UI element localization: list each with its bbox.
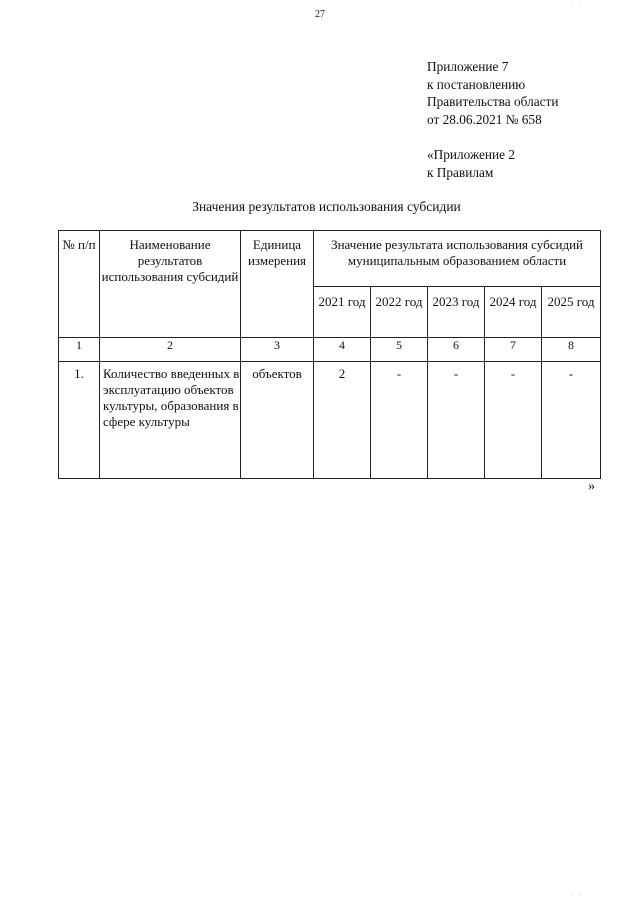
scan-artifact-bottom: , ,	[572, 891, 583, 897]
header-unit: Единица измерения	[241, 231, 314, 338]
column-number-row	[59, 338, 601, 362]
table-row	[59, 362, 601, 479]
appendix-block	[427, 58, 558, 181]
column-number: 4	[314, 338, 371, 362]
column-number: 5	[371, 338, 428, 362]
scan-artifact-top: , ,	[572, 0, 583, 6]
closing-quote: »	[588, 479, 595, 494]
results-table	[58, 230, 601, 479]
header-year: 2023 год	[428, 287, 485, 338]
appendix-line: к Правилам	[427, 164, 494, 180]
row-value: 2	[314, 362, 371, 479]
appendix-line: Приложение 7	[427, 59, 509, 74]
header-name: Наименование результатов использования субсидий	[100, 231, 241, 338]
appendix-line: к постановлению	[427, 76, 526, 92]
column-number: 8	[542, 338, 601, 362]
row-value: -	[428, 362, 485, 479]
row-unit: объектов	[241, 362, 314, 479]
row-name: Количество введенных в эксплуатацию объектов культуры, образования в сфере культуры	[100, 362, 241, 479]
appendix-line: от 28.06.2021 № 658	[427, 111, 542, 127]
column-number: 7	[485, 338, 542, 362]
column-number: 3	[241, 338, 314, 362]
column-number: 1	[59, 338, 100, 362]
header-number: № п/п	[59, 231, 100, 338]
row-value: -	[542, 362, 601, 479]
appendix-line: «Приложение 2	[427, 147, 515, 162]
document-title: Значения результатов использования субсидии	[192, 199, 461, 214]
page-number: 27	[315, 9, 325, 20]
header-value: Значение результата использования субсидий муниципальным образованием области	[314, 231, 601, 287]
column-number: 2	[100, 338, 241, 362]
appendix-line: Правительства области	[427, 94, 559, 109]
header-year: 2022 год	[371, 287, 428, 338]
row-number: 1.	[59, 362, 100, 479]
column-number: 6	[428, 338, 485, 362]
row-value: -	[371, 362, 428, 479]
header-year: 2021 год	[314, 287, 371, 338]
header-year: 2025 год	[542, 287, 601, 338]
header-year: 2024 год	[485, 287, 542, 338]
row-value: -	[485, 362, 542, 479]
